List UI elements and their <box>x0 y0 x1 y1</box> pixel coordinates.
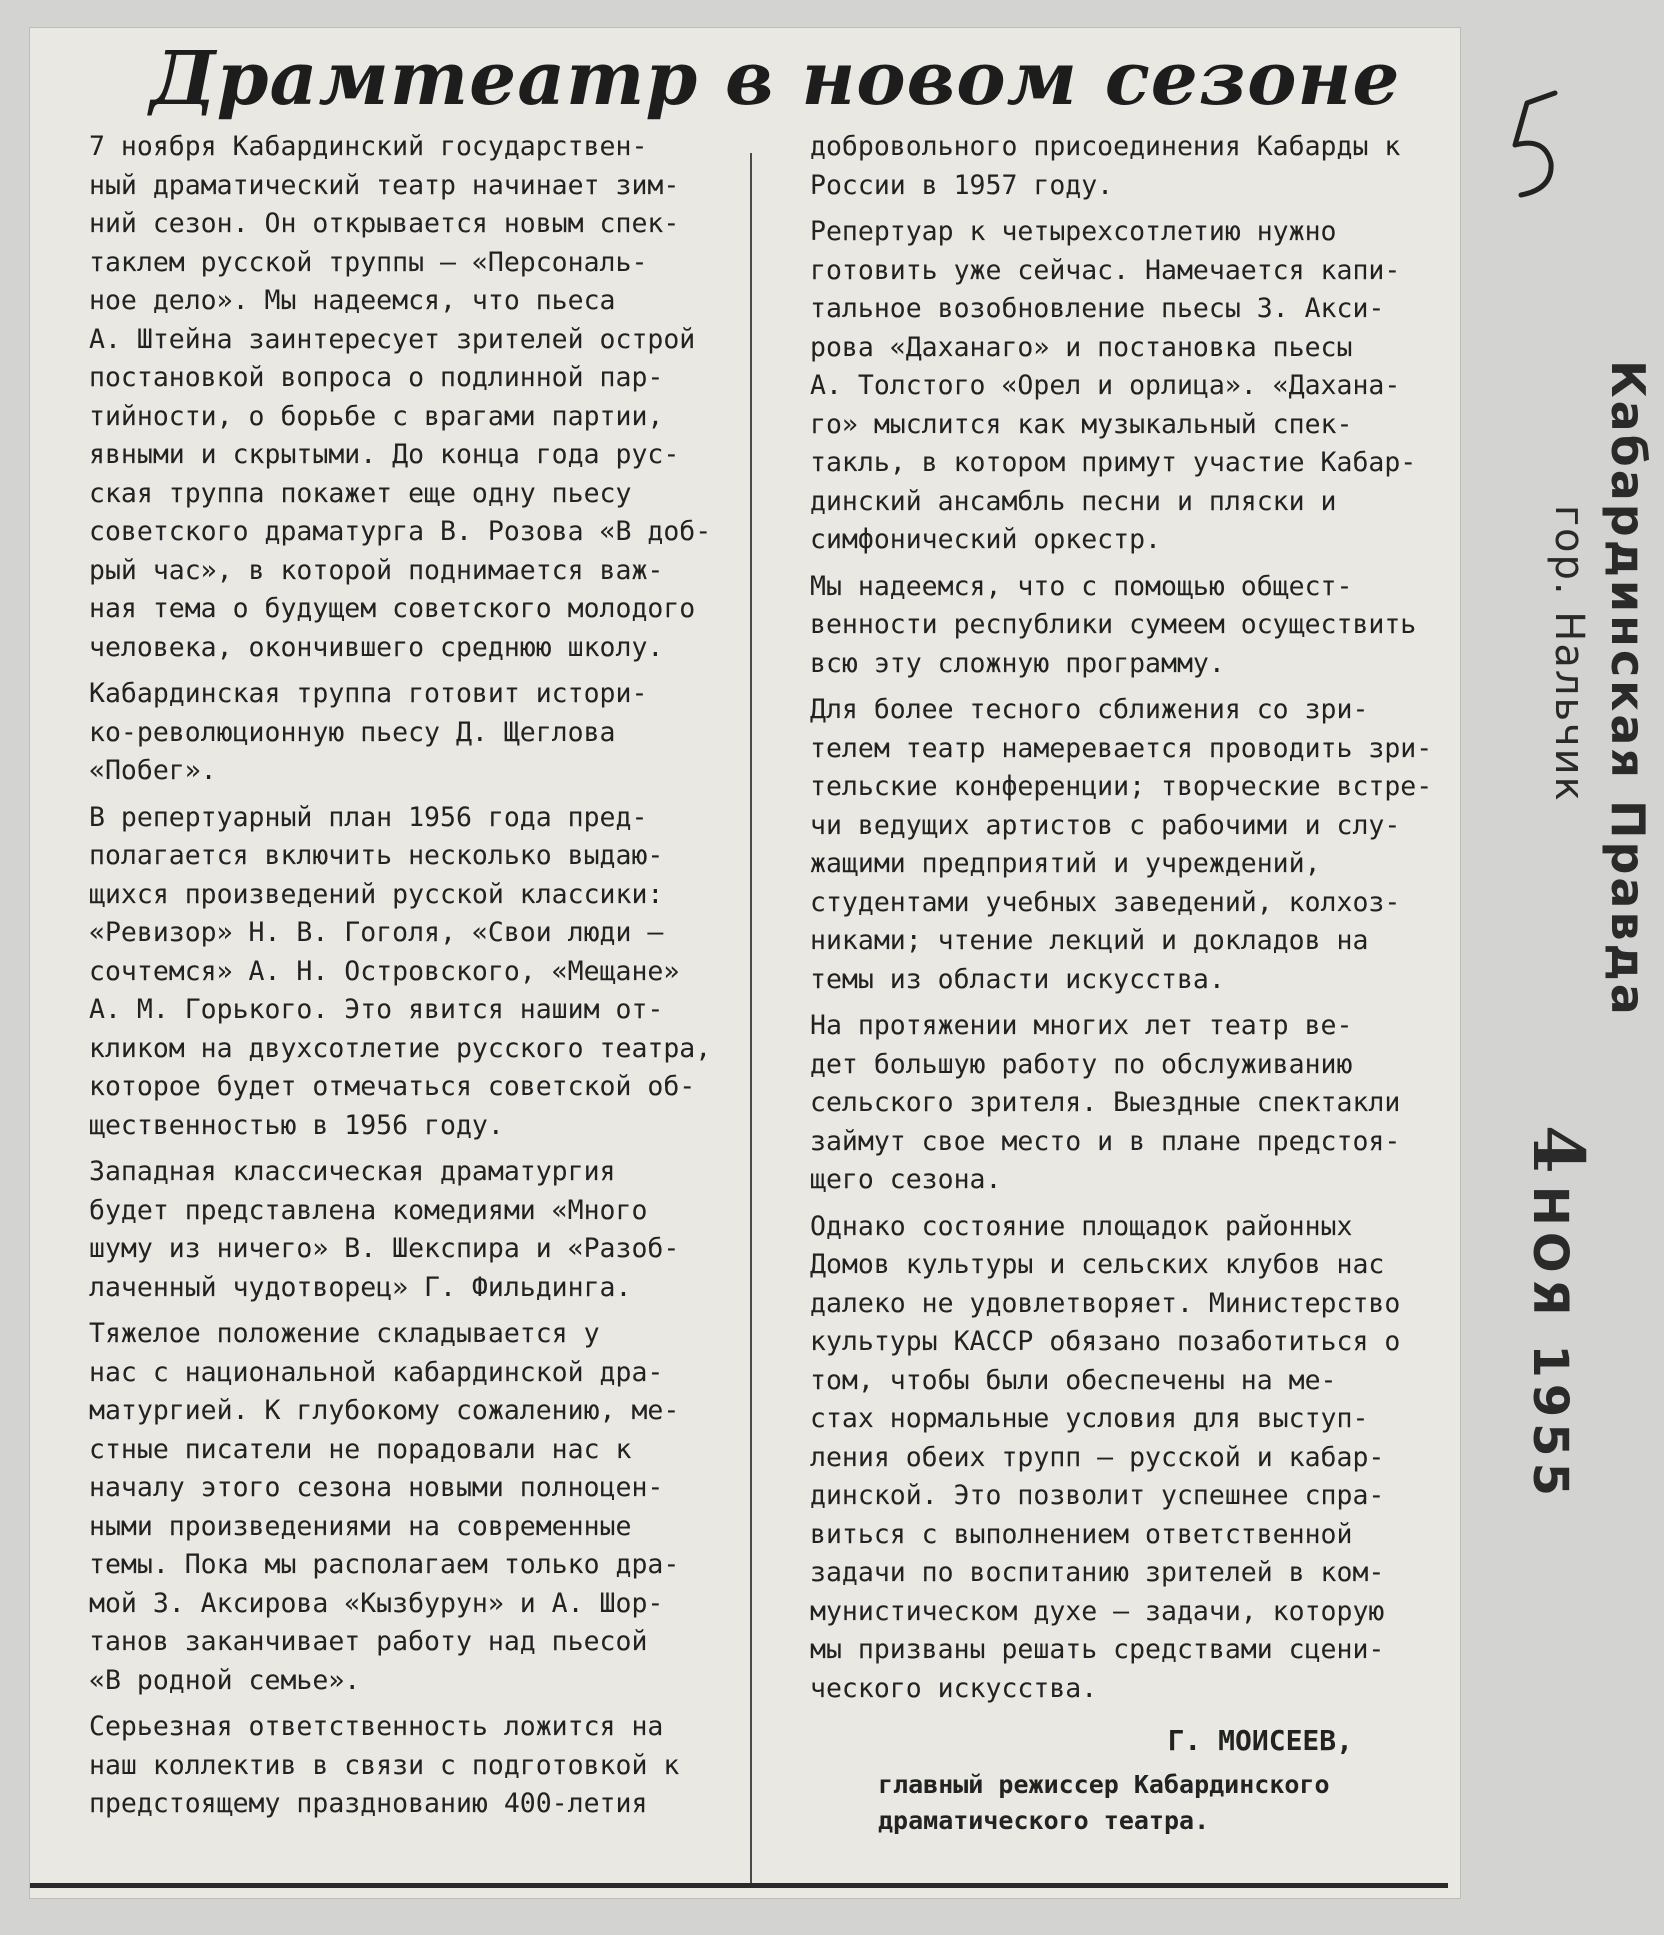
text-line: Для более тесного сближения со зри- <box>810 694 1369 725</box>
text-line: стные писатели не порадовали нас к <box>89 1433 632 1465</box>
text-line: венности республики сумеем осуществить <box>810 609 1417 640</box>
text-line: Серьезная ответственность ложится на <box>89 1711 664 1742</box>
text-line: тальное возобновление пьесы З. Акси- <box>810 293 1385 324</box>
text-line: предстоящему празднованию 400-летия <box>89 1788 648 1819</box>
text-line: Однако состояние площадок районных <box>810 1210 1353 1242</box>
text-line: А. М. Горького. Это явится нашим от- <box>89 994 664 1025</box>
text-line: ко-революционную пьесу Д. Щеглова <box>89 716 616 748</box>
text-line: симфонический оркестр. <box>810 524 1161 555</box>
text-line: такль, в котором примут участие Кабар- <box>810 447 1417 478</box>
text-line: Репертуар к четырехсотлетию нужно <box>810 216 1337 247</box>
text-line: человека, окончившего среднюю школу. <box>89 631 664 663</box>
text-line: чи ведущих артистов с рабочими и слу- <box>810 809 1401 841</box>
text-line: щего сезона. <box>810 1164 1002 1195</box>
text-line: нас с национальной кабардинской дра- <box>89 1356 664 1388</box>
author-role <box>768 1767 1503 1839</box>
text-line: советского драматурга В. Розова «В доб- <box>89 516 712 547</box>
text-line: полагается включить несколько выдаю- <box>89 840 664 871</box>
text-line: кликом на двухсотлетие русского театра, <box>89 1032 712 1064</box>
text-line: началу этого сезона новыми полноцен- <box>89 1472 664 1503</box>
text-line: ческого искусства. <box>810 1672 1098 1704</box>
text-line: динский ансамбль песни и пляски и <box>810 485 1337 517</box>
text-line: никами; чтение лекций и докладов на <box>810 925 1369 956</box>
article-paragraph <box>768 568 1503 684</box>
text-line: го» мыслится как музыкальный спек- <box>810 408 1353 440</box>
text-line: мы призваны решать средствами сцени- <box>810 1634 1385 1665</box>
text-line: Мы надеемся, что с помощью общест- <box>810 570 1353 602</box>
article-paragraph <box>47 1315 765 1700</box>
text-line: культуры КАССР обязано позаботиться о <box>810 1326 1401 1357</box>
text-line: щихся произведений русской классики: <box>89 878 664 910</box>
article-paragraph <box>47 128 765 667</box>
text-line: Тяжелое положение складывается у <box>89 1318 600 1349</box>
text-line: На протяжении многих лет театр ве- <box>810 1010 1353 1041</box>
date-stamp-day: 4 <box>1517 1125 1600 1174</box>
text-line: которое будет отмечаться советской об- <box>89 1071 696 1102</box>
text-line: А. Штейна заинтересует зрителей острой <box>89 323 696 355</box>
newspaper-name-stamp: Кабардинская Правда <box>1601 360 1655 1018</box>
text-line: ное дело». Мы надеемся, что пьеса <box>89 285 616 316</box>
article-headline: Драмтеатр в новом сезоне <box>150 36 1401 122</box>
text-line: мой З. Аксирова «Кызбурун» и А. Шор- <box>89 1587 664 1619</box>
text-line: рый час», в которой поднимается важ- <box>89 554 664 586</box>
date-stamp-month-year: НОЯ 1955 <box>1522 1185 1578 1502</box>
text-line: сельского зрителя. Выездные спектакли <box>810 1087 1401 1118</box>
text-line: 7 ноября Кабардинский государствен- <box>89 131 648 162</box>
text-line: ления обеих трупп — русской и кабар- <box>810 1441 1385 1473</box>
text-line: В репертуарный план 1956 года пред- <box>89 801 648 833</box>
text-line: дет большую работу по обслуживанию <box>810 1048 1353 1080</box>
text-line: готовить уже сейчас. Намечается капи- <box>810 254 1401 286</box>
article-paragraph <box>768 1007 1503 1200</box>
text-line: ными произведениями на современные <box>89 1510 632 1542</box>
text-line: том, чтобы были обеспечены на ме- <box>810 1364 1337 1396</box>
article-paragraph <box>47 1153 765 1307</box>
text-line: темы из области искусства. <box>810 963 1225 995</box>
text-line: «В родной семье». <box>89 1664 361 1696</box>
article-paragraph <box>47 675 765 791</box>
text-line: шуму из ничего» В. Шекспира и «Разоб- <box>89 1233 680 1264</box>
text-line: наш коллектив в связи с подготовкой к <box>89 1749 680 1781</box>
article-paragraph <box>768 128 1503 205</box>
newspaper-clipping <box>30 28 1460 1898</box>
city-stamp: гор. Нальчик <box>1546 505 1592 803</box>
text-line: стах нормальные условия для выступ- <box>810 1403 1369 1434</box>
text-line: Кабардинская труппа готовит истори- <box>89 678 648 709</box>
text-line: займут свое место и в плане предстоя- <box>810 1125 1401 1157</box>
text-line: явными и скрытыми. До конца года рус- <box>89 439 680 470</box>
text-line: сочтемся» А. Н. Островского, «Мещане» <box>89 955 680 987</box>
article-paragraph <box>47 799 765 1146</box>
bottom-rule <box>30 1883 1448 1888</box>
text-line: телем театр намеревается проводить зри- <box>810 732 1433 764</box>
text-line: танов заканчивает работу над пьесой <box>89 1626 648 1657</box>
text-line: Домов культуры и сельских клубов нас <box>810 1249 1385 1280</box>
article-paragraph <box>768 691 1503 999</box>
text-line: постановкой вопроса о подлинной пар- <box>89 362 664 393</box>
text-line: ный драматический театр начинает зим- <box>89 169 680 201</box>
text-line: мунистическом духе — задачи, которую <box>810 1595 1385 1627</box>
text-line: таклем русской труппы — «Персональ- <box>89 246 648 278</box>
text-line: ская труппа покажет еще одну пьесу <box>89 477 632 509</box>
text-line: рова «Даханаго» и постановка пьесы <box>810 331 1353 363</box>
text-line: «Ревизор» Н. В. Гоголя, «Свои люди — <box>89 917 664 948</box>
author-role-line: главный режиссер Кабардинского <box>878 1769 1330 1799</box>
text-line: динской. Это позволит успешнее спра- <box>810 1480 1385 1511</box>
text-line: Западная классическая драматургия <box>89 1156 616 1187</box>
text-line: щественностью в 1956 году. <box>89 1109 504 1141</box>
date-stamp <box>1517 1125 1600 1502</box>
article-paragraph <box>768 213 1503 560</box>
text-line: А. Толстого «Орел и орлица». «Дахана- <box>810 370 1401 401</box>
text-line: будет представлена комедиями «Много <box>89 1194 648 1226</box>
article-paragraph <box>768 1208 1503 1709</box>
column-divider <box>750 153 752 1888</box>
text-line: задачи по воспитанию зрителей в ком- <box>810 1557 1385 1588</box>
text-line: матургией. К глубокому сожалению, ме- <box>89 1395 680 1426</box>
text-line: виться с выполнением ответственной <box>810 1518 1353 1550</box>
text-line: далеко не удовлетворяет. Министерство <box>810 1287 1401 1319</box>
text-line: лаченный чудотворец» Г. Фильдинга. <box>89 1271 632 1303</box>
text-line: тельские конференции; творческие встре- <box>810 771 1433 802</box>
author-signature: Г. МОИСЕЕВ, <box>1167 1724 1353 1757</box>
text-line: тийности, о борьбе с врагами партии, <box>89 400 664 432</box>
article-paragraph <box>47 1708 765 1824</box>
text-line: жащими предприятий и учреждений, <box>810 848 1321 879</box>
text-line: ний сезон. Он открывается новым спек- <box>89 208 680 239</box>
text-line: всю эту сложную программу. <box>810 647 1225 679</box>
article-left-column <box>47 128 765 1832</box>
text-line: добровольного присоединения Кабарды к <box>810 131 1401 162</box>
article-right-column <box>768 128 1503 1839</box>
text-line: России в 1957 году. <box>810 169 1114 201</box>
text-line: «Побег». <box>89 755 217 786</box>
author-role-line: драматического театра. <box>878 1805 1210 1835</box>
text-line: темы. Пока мы располагаем только дра- <box>89 1549 680 1580</box>
text-line: студентами учебных заведений, колхоз- <box>810 886 1401 918</box>
text-line: ная тема о будущем советского молодого <box>89 593 696 624</box>
